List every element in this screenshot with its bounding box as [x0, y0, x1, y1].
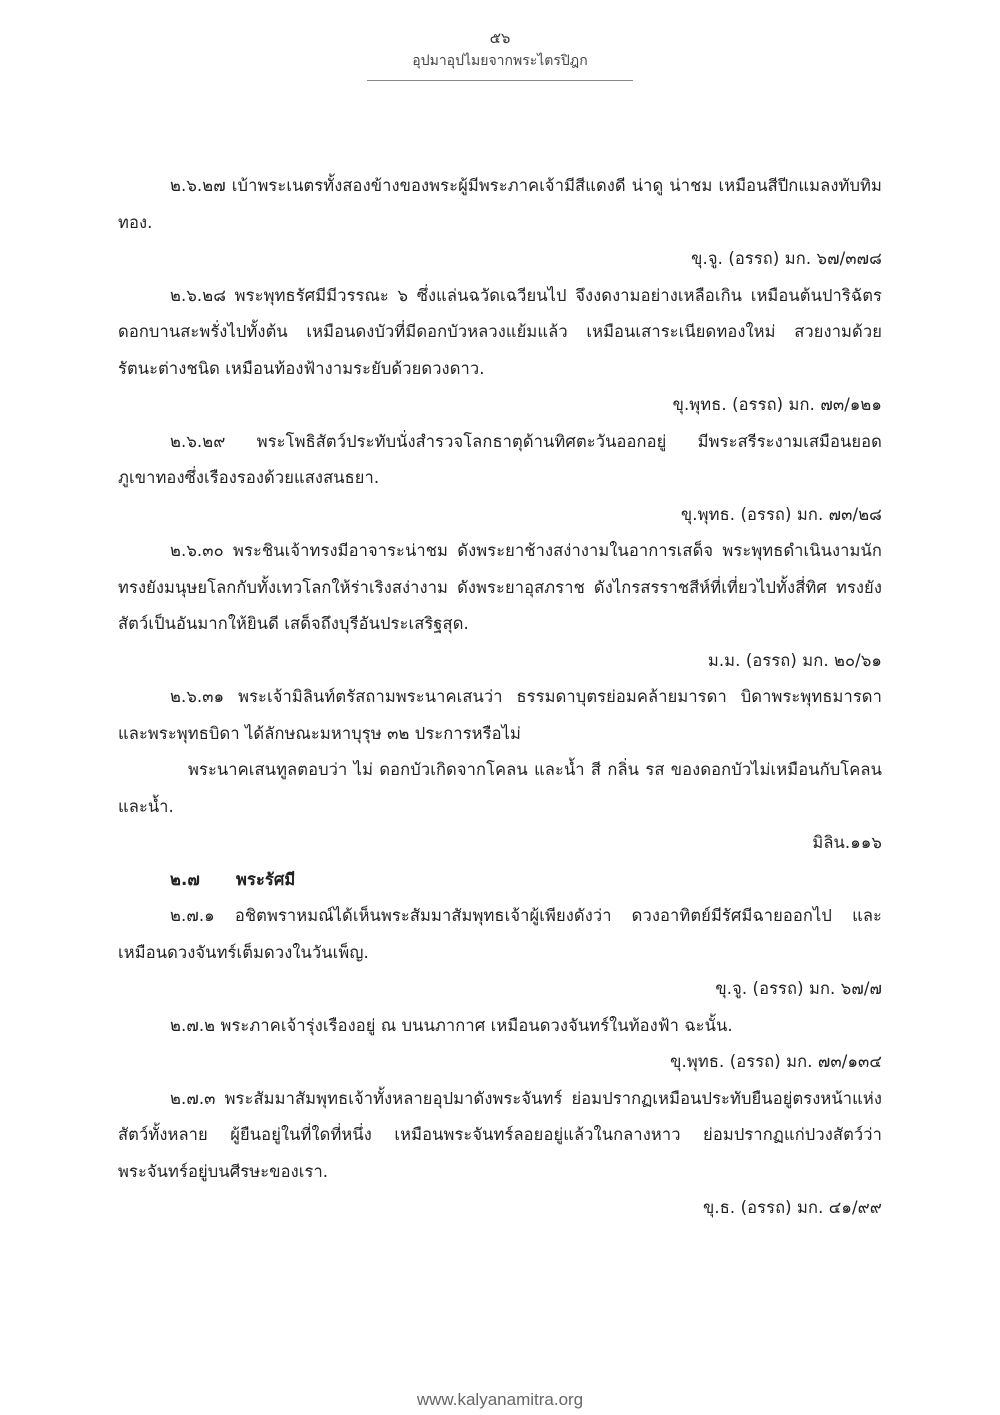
section-number: ๒.๗ — [170, 869, 200, 889]
running-title: อุปมาอุปไมยจากพระไตรปิฎก — [412, 53, 588, 69]
entry-2-6-31-citation: มิลิน.๑๑๖ — [812, 833, 882, 852]
entry-2-6-28-citation: ขุ.พุทธ. (อรรถ) มก. ๗๓/๑๒๑ — [672, 395, 882, 414]
entry-2-6-31-reply: พระนาคเสนทูลตอบว่า ไม่ ดอกบัวเกิดจากโคลน และน้ำ สี กลิ่น รส ของดอกบัวไม่เหมือนกับโคลน และน้ำ. — [118, 760, 882, 816]
footer-website: www.kalyanamitra.org — [416, 1390, 584, 1409]
section-title: พระรัศมี — [236, 869, 296, 889]
entry-2-6-29-text: ๒.๖.๒๙ พระโพธิสัตว์ประทับนั่งสำรวจโลกธาตุด้านทิศตะวันออกอยู่ มีพระสรีระงามเสมือนยอดภูเขาทองซึ่งเรืองรองด้วยแสงสนธยา. — [118, 431, 882, 487]
entry-2-6-27-citation: ขุ.จู. (อรรถ) มก. ๖๗/๓๗๘ — [691, 249, 882, 268]
entry-2-6-28-text: ๒.๖.๒๘ พระพุทธรัศมีมีวรรณะ ๖ ซึ่งแล่นฉวัดเฉวียนไป จึงงดงามอย่างเหลือเกิน เหมือนต้นปาริฉัตร ดอกบานสะพรั่งไปทั้งต้น เหมือนดงบัวที่มีดอกบัวหลวงแย้มแล้ว เหมือนเสาระเนียดทองใหม่ สวยงามด้วยรัตนะต่างชนิด เหมือนท้องฟ้างามระยับด้วยดวงดาว. — [118, 285, 882, 378]
entry-2-6-30-citation: ม.ม. (อรรถ) มก. ๒๐/๖๑ — [707, 650, 882, 670]
entry-2-7-1-citation: ขุ.จู. (อรรถ) มก. ๖๗/๗ — [715, 979, 882, 998]
page-content — [118, 168, 882, 1227]
entry-2-6-31-text: ๒.๖.๓๑ พระเจ้ามิลินท์ตรัสถามพระนาคเสนว่า ธรรมดาบุตรย่อมคล้ายมารดา บิดาพระพุทธมารดา และพระพุทธบิดา ได้ลักษณะมหาบุรุษ ๓๒ ประการหรือไม่ — [118, 687, 882, 743]
entry-2-7-2-citation: ขุ.พุทธ. (อรรถ) มก. ๗๓/๑๓๔ — [670, 1052, 882, 1071]
entry-2-6-30-text: ๒.๖.๓๐ พระชินเจ้าทรงมีอาจาระน่าชม ดังพระยาช้างสง่างามในอาการเสด็จ พระพุทธดำเนินงามนัก ทรงยังมนุษยโลกกับทั้งเทวโลกให้ร่าเริงสง่างาม ดังพระยาอุสภราช ดังไกรสรราชสีห์ที่เที่ยวไปทั้งสี่ทิศ ทรงยังสัตว์เป็นอันมากให้ยินดี เสด็จถึงบุรีอันประเสริฐสุด. — [118, 541, 882, 633]
entry-2-7-2-text: ๒.๗.๒ พระภาคเจ้ารุ่งเรืองอยู่ ณ บนนภากาศ เหมือนดวงจันทร์ในท้องฟ้า ฉะนั้น. — [170, 1015, 733, 1035]
entry-2-6-29-citation: ขุ.พุทธ. (อรรถ) มก. ๗๓/๒๘ — [680, 504, 882, 524]
entry-2-7-3-text: ๒.๗.๓ พระสัมมาสัมพุทธเจ้าทั้งหลายอุปมาดังพระจันทร์ ย่อมปรากฏเหมือนประทับยืนอยู่ตรงหน้าแห่งสัตว์ทั้งหลาย ผู้ยืนอยู่ในที่ใดที่หนึ่ง เหมือนพระจันทร์ลอยอยู่แล้วในกลางหาว ย่อมปรากฏแก่ปวงสัตว์ว่า พระจันทร์อยู่บนศีรษะของเรา. — [118, 1088, 882, 1181]
page-header — [0, 28, 1000, 81]
entry-2-7-1-text: ๒.๗.๑ อชิตพราหมณ์ได้เห็นพระสัมมาสัมพุทธเจ้าผู้เพียงดังว่า ดวงอาทิตย์มีรัศมีฉายออกไป และเหมือนดวงจันทร์เต็มดวงในวันเพ็ญ. — [118, 906, 882, 962]
entry-2-6-27-text: ๒.๖.๒๗ เบ้าพระเนตรทั้งสองข้างของพระผู้มีพระภาคเจ้ามีสีแดงดี น่าดู น่าชม เหมือนสีปีกแมลงทับทิมทอง. — [118, 176, 882, 232]
page-number: ๕๖ — [489, 29, 511, 47]
section-heading — [118, 862, 882, 899]
entry-2-7-3-citation: ขุ.ธ. (อรรถ) มก. ๔๑/๙๙ — [703, 1198, 882, 1217]
header-divider — [367, 80, 633, 81]
